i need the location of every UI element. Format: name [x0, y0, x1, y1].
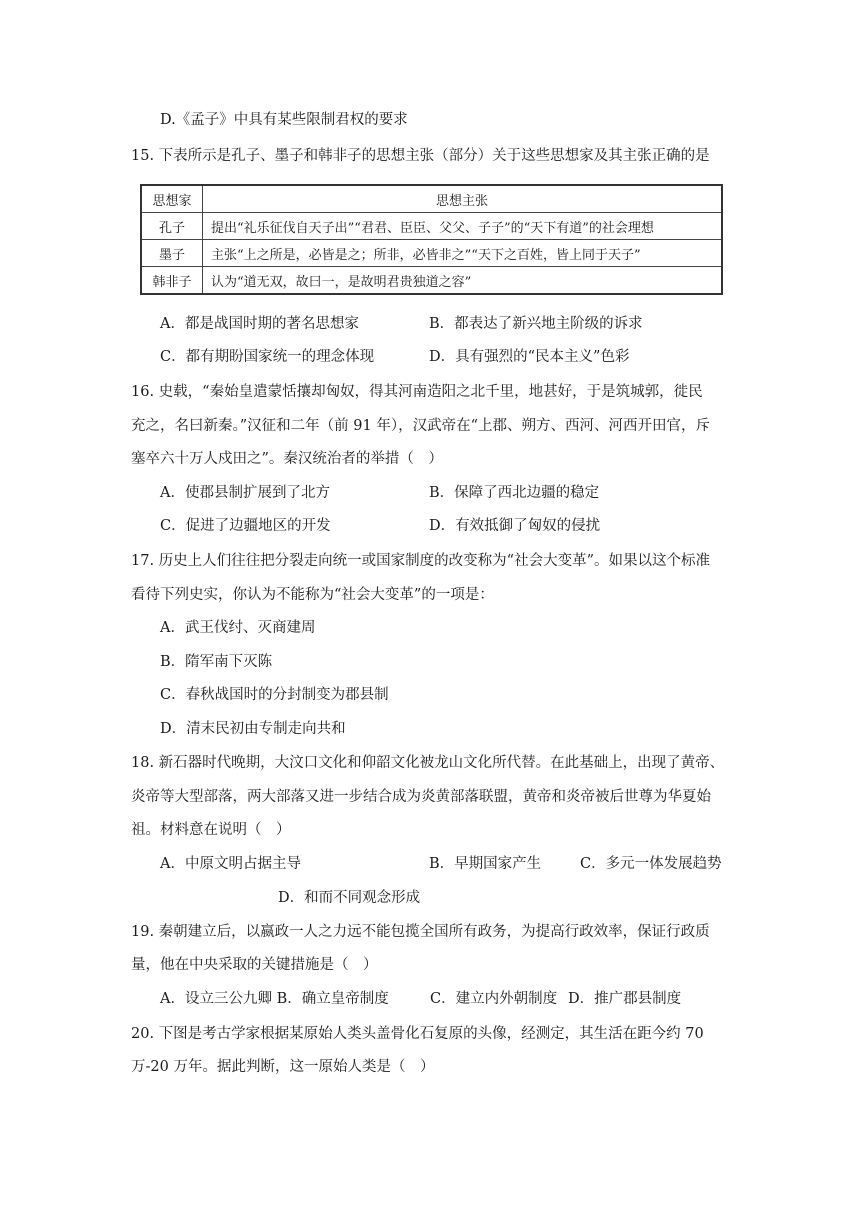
table-row	[141, 240, 722, 267]
q16-option-a: A．使郡县制扩展到了北方	[160, 485, 330, 501]
table-row	[141, 267, 722, 295]
q15-row-text: 提出“礼乐征伐自天子出”“君君、臣臣、父父、子子”的“天下有道”的社会理想	[203, 213, 723, 240]
q19-option-c: C．建立内外朝制度	[430, 991, 558, 1007]
q18-option-d: D．和而不同观念形成	[278, 890, 421, 906]
q19-line-1: 19. 秦朝建立后，以嬴政一人之力远不能包揽全国所有政务，为提高行政效率，保证行政质	[131, 924, 710, 940]
q16-line-2: 充之，名曰新秦。”汉征和二年（前 91 年），汉武帝在“上郡、朔方、西河、河西开田官，斥	[131, 418, 710, 434]
q16-line-1: 16. 史载，“秦始皇遣蒙恬攘却匈奴，得其河南造阳之北千里，地甚好，于是筑城郭，徙民	[131, 384, 703, 400]
q15-table-header-ideas: 思想主张	[203, 185, 723, 213]
q17-line-2: 看待下列史实，你认为不能称为“社会大变革”的一项是：	[131, 587, 494, 603]
q16-line-3: 塞卒六十万人戍田之”。秦汉统治者的举措（ ）	[131, 451, 443, 467]
q15-option-c: C．都有期盼国家统一的理念体现	[160, 349, 375, 365]
q18-line-1: 18. 新石器时代晚期，大汶口文化和仰韶文化被龙山文化所代替。在此基础上，出现了黄帝、	[131, 755, 725, 771]
q18-option-b: B．早期国家产生	[429, 856, 542, 872]
q15-row-name: 孔子	[141, 213, 203, 240]
q15-row-text: 认为“道无双，故曰一，是故明君贵独道之容”	[203, 267, 723, 295]
q15-option-d: D．具有强烈的“民本主义”色彩	[429, 349, 630, 365]
q18-option-a: A．中原文明占据主导	[160, 856, 301, 872]
q17-option-a: A．武王伐纣、灭商建周	[160, 620, 316, 636]
q15-option-b: B．都表达了新兴地主阶级的诉求	[429, 316, 643, 332]
table-row	[141, 213, 722, 240]
q15-table	[140, 184, 723, 295]
q19-option-a-b: A．设立三公九卿 B．确立皇帝制度	[160, 991, 389, 1007]
q15-stem: 15. 下表所示是孔子、墨子和韩非子的思想主张（部分）关于这些思想家及其主张正确的是	[131, 148, 710, 164]
q16-option-c: C．促进了边疆地区的开发	[160, 518, 331, 534]
q15-row-name: 墨子	[141, 240, 203, 267]
q15-table-header-row	[141, 185, 722, 213]
q16-option-b: B．保障了西北边疆的稳定	[429, 485, 600, 501]
q17-option-c: C．春秋战国时的分封制变为郡县制	[160, 687, 389, 703]
q15-option-a: A．都是战国时期的著名思想家	[160, 316, 359, 332]
q18-line-2: 炎帝等大型部落，两大部落又进一步结合成为炎黄部落联盟，黄帝和炎帝被后世尊为华夏始	[131, 789, 711, 805]
q15-row-text: 主张“上之所是，必皆是之；所非，必皆非之”“天下之百姓，皆上同于天子”	[203, 240, 723, 267]
q15-row-name: 韩非子	[141, 267, 203, 295]
q17-option-d: D．清末民初由专制走向共和	[160, 721, 346, 737]
q17-option-b: B．隋军南下灭陈	[160, 654, 273, 670]
q20-line-2: 万-20 万年。据此判断，这一原始人类是（ ）	[131, 1059, 435, 1075]
q19-line-2: 量，他在中央采取的关键措施是（ ）	[131, 957, 378, 973]
q19-option-d: D．推广郡县制度	[568, 991, 682, 1007]
q18-option-c: C．多元一体发展趋势	[580, 856, 722, 872]
q17-line-1: 17. 历史上人们往往把分裂走向统一或国家制度的改变称为“社会大变革”。如果以这个标准	[131, 553, 710, 569]
q20-line-1: 20. 下图是考古学家根据某原始人类头盖骨化石复原的头像，经测定，其生活在距今约 70	[131, 1026, 704, 1042]
q18-line-3: 祖。材料意在说明（ ）	[131, 822, 291, 838]
q14-option-d: D.《孟子》中具有某些限制君权的要求	[160, 112, 408, 128]
q16-option-d: D．有效抵御了匈奴的侵扰	[429, 518, 601, 534]
q15-table-header-thinker: 思想家	[141, 185, 203, 213]
